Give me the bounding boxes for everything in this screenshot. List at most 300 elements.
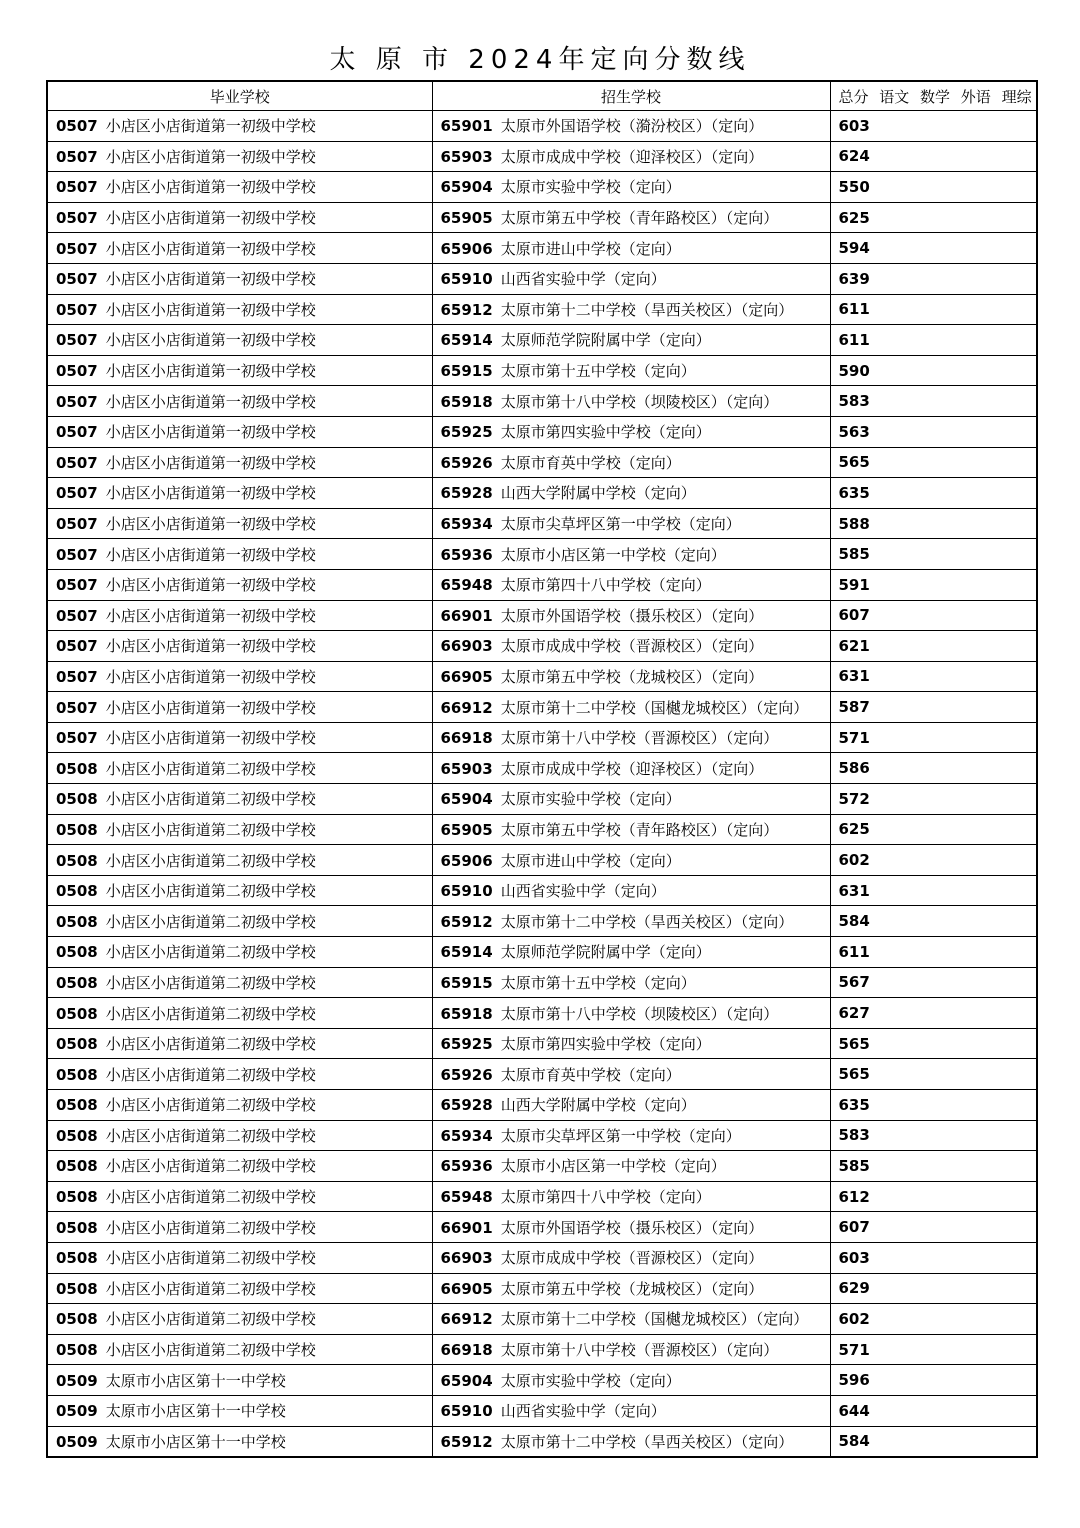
admission-school-cell — [432, 202, 830, 233]
graduate-school-cell — [47, 600, 432, 631]
admission-school-name: 太原市外国语学校（摄乐校区）（定向） — [500, 1218, 764, 1237]
table-row — [47, 784, 1037, 815]
graduate-school-code: 0508 — [56, 1249, 98, 1268]
admission-school-name: 山西省实验中学（定向） — [500, 270, 666, 289]
graduate-school-name: 小店区小店街道第二初级中学校 — [105, 1218, 316, 1237]
header-scores: 总分 语文 数学 外语 理综 — [830, 81, 1037, 111]
graduate-school-name: 小店区小店街道第二初级中学校 — [105, 1126, 316, 1145]
score-table — [46, 80, 1038, 1458]
graduate-school-code: 0508 — [56, 1279, 98, 1298]
admission-school-cell — [432, 111, 830, 142]
total-score-cell: 596 — [830, 1365, 1037, 1396]
table-row — [47, 1426, 1037, 1457]
admission-school-name: 太原市实验中学校（定向） — [500, 1371, 681, 1390]
table-row — [47, 906, 1037, 937]
admission-school-cell — [432, 172, 830, 203]
admission-school-cell — [432, 998, 830, 1029]
table-row — [47, 1090, 1037, 1121]
graduate-school-code: 0508 — [56, 1157, 98, 1176]
total-score-cell: 584 — [830, 906, 1037, 937]
admission-school-code: 65901 — [440, 117, 493, 136]
total-score-cell: 586 — [830, 753, 1037, 784]
graduate-school-name: 小店区小店街道第一初级中学校 — [105, 423, 316, 442]
graduate-school-name: 小店区小店街道第二初级中学校 — [105, 912, 316, 931]
graduate-school-code: 0508 — [56, 759, 98, 778]
graduate-school-cell — [47, 1426, 432, 1457]
graduate-school-cell — [47, 569, 432, 600]
admission-school-name: 太原市外国语学校（漪汾校区）（定向） — [500, 117, 764, 136]
table-row — [47, 172, 1037, 203]
total-score-cell: 572 — [830, 784, 1037, 815]
graduate-school-code: 0508 — [56, 1035, 98, 1054]
graduate-school-cell — [47, 478, 432, 509]
graduate-school-code: 0507 — [56, 453, 98, 472]
admission-school-name: 太原市进山中学校（定向） — [500, 851, 681, 870]
graduate-school-cell — [47, 1181, 432, 1212]
table-row — [47, 111, 1037, 142]
graduate-school-name: 小店区小店街道第二初级中学校 — [105, 1004, 316, 1023]
admission-school-cell — [432, 722, 830, 753]
admission-school-name: 山西大学附属中学校（定向） — [500, 1096, 696, 1115]
graduate-school-cell — [47, 784, 432, 815]
graduate-school-name: 小店区小店街道第二初级中学校 — [105, 1035, 316, 1054]
admission-school-name: 太原市第五中学校（龙城校区）（定向） — [500, 667, 764, 686]
page-title: 太 原 市 2024年定向分数线 — [329, 45, 751, 75]
admission-school-name: 山西省实验中学（定向） — [500, 882, 666, 901]
admission-school-name: 太原市第十二中学校（旱西关校区）（定向） — [500, 300, 794, 319]
table-row — [47, 753, 1037, 784]
admission-school-code: 65904 — [440, 1371, 493, 1390]
graduate-school-code: 0507 — [56, 270, 98, 289]
admission-school-code: 65928 — [440, 1096, 493, 1115]
admission-school-cell — [432, 1304, 830, 1335]
admission-school-code: 66903 — [440, 1249, 493, 1268]
table-row — [47, 631, 1037, 662]
graduate-school-code: 0507 — [56, 484, 98, 503]
graduate-school-name: 小店区小店街道第二初级中学校 — [105, 973, 316, 992]
admission-school-code: 65903 — [440, 759, 493, 778]
admission-school-cell — [432, 814, 830, 845]
admission-school-name: 太原市第五中学校（青年路校区）（定向） — [500, 820, 779, 839]
admission-school-cell — [432, 416, 830, 447]
table-row — [47, 202, 1037, 233]
total-score-cell: 627 — [830, 998, 1037, 1029]
total-score-cell: 625 — [830, 202, 1037, 233]
total-score-cell: 585 — [830, 539, 1037, 570]
graduate-school-code: 0507 — [56, 362, 98, 381]
admission-school-name: 太原市第十八中学校（晋源校区）（定向） — [500, 729, 779, 748]
admission-school-cell — [432, 355, 830, 386]
admission-school-name: 太原市第四实验中学校（定向） — [500, 423, 711, 442]
admission-school-name: 山西大学附属中学校（定向） — [500, 484, 696, 503]
graduate-school-name: 小店区小店街道第二初级中学校 — [105, 943, 316, 962]
table-row — [47, 294, 1037, 325]
admission-school-cell — [432, 1212, 830, 1243]
graduate-school-name: 小店区小店街道第一初级中学校 — [105, 576, 316, 595]
graduate-school-cell — [47, 1059, 432, 1090]
admission-school-cell — [432, 1273, 830, 1304]
total-score-cell: 612 — [830, 1181, 1037, 1212]
graduate-school-name: 小店区小店街道第二初级中学校 — [105, 1188, 316, 1207]
total-score-cell: 565 — [830, 1059, 1037, 1090]
total-score-cell: 602 — [830, 1304, 1037, 1335]
admission-school-code: 66901 — [440, 1218, 493, 1237]
admission-school-name: 太原市成成中学校（迎泽校区）（定向） — [500, 147, 764, 166]
graduate-school-cell — [47, 661, 432, 692]
total-score-cell: 594 — [830, 233, 1037, 264]
admission-school-name: 太原市小店区第一中学校（定向） — [500, 1157, 726, 1176]
admission-school-name: 太原市第五中学校（龙城校区）（定向） — [500, 1279, 764, 1298]
graduate-school-code: 0508 — [56, 1126, 98, 1145]
admission-school-cell — [432, 478, 830, 509]
admission-school-cell — [432, 1426, 830, 1457]
table-row — [47, 1028, 1037, 1059]
graduate-school-code: 0507 — [56, 392, 98, 411]
graduate-school-code: 0508 — [56, 1096, 98, 1115]
admission-school-name: 太原市第十二中学校（国樾龙城校区）（定向） — [500, 698, 809, 717]
admission-school-cell — [432, 539, 830, 570]
graduate-school-code: 0509 — [56, 1371, 98, 1390]
table-row — [47, 233, 1037, 264]
graduate-school-cell — [47, 233, 432, 264]
admission-school-name: 太原市第五中学校（青年路校区）（定向） — [500, 209, 779, 228]
graduate-school-code: 0508 — [56, 943, 98, 962]
admission-school-code: 66905 — [440, 1279, 493, 1298]
total-score-cell: 550 — [830, 172, 1037, 203]
admission-school-cell — [432, 263, 830, 294]
table-row — [47, 478, 1037, 509]
total-score-cell: 644 — [830, 1395, 1037, 1426]
admission-school-code: 66901 — [440, 606, 493, 625]
admission-school-cell — [432, 386, 830, 417]
table-row — [47, 875, 1037, 906]
graduate-school-cell — [47, 967, 432, 998]
admission-school-cell — [432, 600, 830, 631]
table-row — [47, 967, 1037, 998]
graduate-school-name: 小店区小店街道第二初级中学校 — [105, 1249, 316, 1268]
table-row — [47, 1304, 1037, 1335]
total-score-cell: 583 — [830, 386, 1037, 417]
graduate-school-name: 小店区小店街道第二初级中学校 — [105, 1310, 316, 1329]
graduate-school-code: 0508 — [56, 1341, 98, 1360]
admission-school-code: 65948 — [440, 576, 493, 595]
admission-school-name: 太原市第十二中学校（旱西关校区）（定向） — [500, 1432, 794, 1451]
admission-school-cell — [432, 753, 830, 784]
admission-school-name: 太原市第十五中学校（定向） — [500, 362, 696, 381]
table-row — [47, 569, 1037, 600]
graduate-school-cell — [47, 355, 432, 386]
admission-school-name: 太原市育英中学校（定向） — [500, 453, 681, 472]
graduate-school-cell — [47, 172, 432, 203]
graduate-school-cell — [47, 753, 432, 784]
admission-school-cell — [432, 1090, 830, 1121]
graduate-school-code: 0507 — [56, 178, 98, 197]
graduate-school-code: 0508 — [56, 1218, 98, 1237]
graduate-school-name: 小店区小店街道第一初级中学校 — [105, 300, 316, 319]
table-body — [47, 111, 1037, 1458]
total-score-cell: 621 — [830, 631, 1037, 662]
graduate-school-name: 小店区小店街道第一初级中学校 — [105, 484, 316, 503]
graduate-school-cell — [47, 998, 432, 1029]
admission-school-cell — [432, 1181, 830, 1212]
admission-school-name: 太原市第十八中学校（坝陵校区）（定向） — [500, 1004, 779, 1023]
total-score-cell: 590 — [830, 355, 1037, 386]
table-row — [47, 814, 1037, 845]
graduate-school-cell — [47, 386, 432, 417]
admission-school-cell — [432, 325, 830, 356]
admission-school-code: 65934 — [440, 1126, 493, 1145]
admission-school-code: 65903 — [440, 147, 493, 166]
admission-school-name: 太原市第四十八中学校（定向） — [500, 1188, 711, 1207]
admission-school-name: 太原市成成中学校（晋源校区）（定向） — [500, 1249, 764, 1268]
graduate-school-name: 小店区小店街道第一初级中学校 — [105, 606, 316, 625]
table-row — [47, 539, 1037, 570]
admission-school-code: 65926 — [440, 1065, 493, 1084]
graduate-school-cell — [47, 906, 432, 937]
graduate-school-cell — [47, 1242, 432, 1273]
graduate-school-name: 小店区小店街道第二初级中学校 — [105, 1157, 316, 1176]
table-row — [47, 1151, 1037, 1182]
graduate-school-name: 小店区小店街道第一初级中学校 — [105, 117, 316, 136]
graduate-school-cell — [47, 875, 432, 906]
admission-school-name: 太原市外国语学校（摄乐校区）（定向） — [500, 606, 764, 625]
graduate-school-cell — [47, 814, 432, 845]
admission-school-code: 66912 — [440, 1310, 493, 1329]
graduate-school-name: 小店区小店街道第一初级中学校 — [105, 209, 316, 228]
header-graduate-school: 毕业学校 — [47, 81, 432, 111]
graduate-school-name: 小店区小店街道第一初级中学校 — [105, 178, 316, 197]
table-row — [47, 263, 1037, 294]
table-row — [47, 1273, 1037, 1304]
total-score-cell: 591 — [830, 569, 1037, 600]
graduate-school-name: 小店区小店街道第二初级中学校 — [105, 1096, 316, 1115]
admission-school-cell — [432, 1242, 830, 1273]
graduate-school-cell — [47, 263, 432, 294]
graduate-school-name: 太原市小店区第十一中学校 — [105, 1402, 286, 1421]
admission-school-code: 65925 — [440, 1035, 493, 1054]
admission-school-name: 太原市第十八中学校（晋源校区）（定向） — [500, 1341, 779, 1360]
admission-school-name: 太原师范学院附属中学（定向） — [500, 331, 711, 350]
graduate-school-cell — [47, 1334, 432, 1365]
graduate-school-cell — [47, 1028, 432, 1059]
graduate-school-code: 0508 — [56, 790, 98, 809]
table-row — [47, 416, 1037, 447]
table-row — [47, 722, 1037, 753]
total-score-cell: 611 — [830, 937, 1037, 968]
admission-school-code: 65912 — [440, 912, 493, 931]
admission-school-name: 太原市第十五中学校（定向） — [500, 973, 696, 992]
admission-school-cell — [432, 141, 830, 172]
admission-school-name: 太原市第十二中学校（旱西关校区）（定向） — [500, 912, 794, 931]
graduate-school-cell — [47, 202, 432, 233]
total-score-cell: 565 — [830, 1028, 1037, 1059]
admission-school-cell — [432, 937, 830, 968]
admission-school-name: 太原市第四实验中学校（定向） — [500, 1035, 711, 1054]
graduate-school-cell — [47, 1151, 432, 1182]
graduate-school-name: 小店区小店街道第二初级中学校 — [105, 759, 316, 778]
total-score-cell: 585 — [830, 1151, 1037, 1182]
graduate-school-code: 0507 — [56, 729, 98, 748]
graduate-school-cell — [47, 1090, 432, 1121]
admission-school-cell — [432, 631, 830, 662]
admission-school-name: 太原市实验中学校（定向） — [500, 178, 681, 197]
admission-school-cell — [432, 1120, 830, 1151]
admission-school-code: 65906 — [440, 239, 493, 258]
total-score-cell: 639 — [830, 263, 1037, 294]
graduate-school-cell — [47, 1365, 432, 1396]
admission-school-code: 65948 — [440, 1188, 493, 1207]
graduate-school-name: 小店区小店街道第二初级中学校 — [105, 1279, 316, 1298]
graduate-school-name: 小店区小店街道第一初级中学校 — [105, 270, 316, 289]
graduate-school-code: 0508 — [56, 1004, 98, 1023]
admission-school-cell — [432, 1334, 830, 1365]
graduate-school-cell — [47, 692, 432, 723]
total-score-cell: 584 — [830, 1426, 1037, 1457]
admission-school-cell — [432, 508, 830, 539]
graduate-school-cell — [47, 1212, 432, 1243]
graduate-school-code: 0508 — [56, 1065, 98, 1084]
table-row — [47, 447, 1037, 478]
total-score-cell: 571 — [830, 1334, 1037, 1365]
graduate-school-code: 0508 — [56, 851, 98, 870]
graduate-school-code: 0507 — [56, 147, 98, 166]
graduate-school-cell — [47, 539, 432, 570]
admission-school-cell — [432, 845, 830, 876]
admission-school-code: 65936 — [440, 1157, 493, 1176]
table-header-row — [47, 81, 1037, 111]
admission-school-cell — [432, 294, 830, 325]
graduate-school-name: 小店区小店街道第一初级中学校 — [105, 515, 316, 534]
admission-school-cell — [432, 906, 830, 937]
table-row — [47, 1181, 1037, 1212]
graduate-school-cell — [47, 1120, 432, 1151]
graduate-school-cell — [47, 294, 432, 325]
admission-school-cell — [432, 1395, 830, 1426]
total-score-cell: 571 — [830, 722, 1037, 753]
admission-school-code: 66918 — [440, 1341, 493, 1360]
admission-school-code: 65936 — [440, 545, 493, 564]
total-score-cell: 624 — [830, 141, 1037, 172]
admission-school-cell — [432, 447, 830, 478]
graduate-school-code: 0507 — [56, 545, 98, 564]
graduate-school-code: 0507 — [56, 606, 98, 625]
graduate-school-cell — [47, 1395, 432, 1426]
admission-school-name: 太原市成成中学校（迎泽校区）（定向） — [500, 759, 764, 778]
graduate-school-cell — [47, 111, 432, 142]
graduate-school-code: 0507 — [56, 117, 98, 136]
table-row — [47, 1212, 1037, 1243]
admission-school-cell — [432, 967, 830, 998]
graduate-school-code: 0507 — [56, 331, 98, 350]
table-row — [47, 845, 1037, 876]
graduate-school-name: 小店区小店街道第二初级中学校 — [105, 790, 316, 809]
graduate-school-name: 太原市小店区第十一中学校 — [105, 1371, 286, 1390]
header-admission-school: 招生学校 — [432, 81, 830, 111]
table-row — [47, 386, 1037, 417]
table-row — [47, 998, 1037, 1029]
admission-school-code: 65926 — [440, 453, 493, 472]
admission-school-name: 山西省实验中学（定向） — [500, 1402, 666, 1421]
admission-school-code: 65912 — [440, 300, 493, 319]
table-row — [47, 1395, 1037, 1426]
graduate-school-name: 小店区小店街道第一初级中学校 — [105, 667, 316, 686]
graduate-school-cell — [47, 325, 432, 356]
admission-school-cell — [432, 569, 830, 600]
graduate-school-name: 小店区小店街道第一初级中学校 — [105, 698, 316, 717]
admission-school-code: 65910 — [440, 270, 493, 289]
table-row — [47, 355, 1037, 386]
graduate-school-name: 小店区小店街道第一初级中学校 — [105, 331, 316, 350]
admission-school-code: 65910 — [440, 1402, 493, 1421]
admission-school-name: 太原市小店区第一中学校（定向） — [500, 545, 726, 564]
graduate-school-code: 0507 — [56, 209, 98, 228]
admission-school-code: 65906 — [440, 851, 493, 870]
graduate-school-name: 太原市小店区第十一中学校 — [105, 1432, 286, 1451]
admission-school-name: 太原市尖草坪区第一中学校（定向） — [500, 515, 741, 534]
graduate-school-code: 0507 — [56, 423, 98, 442]
graduate-school-cell — [47, 141, 432, 172]
graduate-school-code: 0508 — [56, 1310, 98, 1329]
graduate-school-code: 0507 — [56, 667, 98, 686]
admission-school-code: 65904 — [440, 790, 493, 809]
total-score-cell: 603 — [830, 1242, 1037, 1273]
admission-school-name: 太原市实验中学校（定向） — [500, 790, 681, 809]
total-score-cell: 587 — [830, 692, 1037, 723]
graduate-school-name: 小店区小店街道第二初级中学校 — [105, 851, 316, 870]
admission-school-code: 65904 — [440, 178, 493, 197]
admission-school-cell — [432, 875, 830, 906]
graduate-school-name: 小店区小店街道第一初级中学校 — [105, 362, 316, 381]
admission-school-code: 65925 — [440, 423, 493, 442]
admission-school-cell — [432, 1059, 830, 1090]
total-score-cell: 631 — [830, 661, 1037, 692]
total-score-cell: 625 — [830, 814, 1037, 845]
graduate-school-name: 小店区小店街道第二初级中学校 — [105, 820, 316, 839]
graduate-school-code: 0507 — [56, 300, 98, 319]
admission-school-cell — [432, 1151, 830, 1182]
graduate-school-name: 小店区小店街道第二初级中学校 — [105, 882, 316, 901]
graduate-school-cell — [47, 416, 432, 447]
graduate-school-cell — [47, 937, 432, 968]
admission-school-name: 太原市进山中学校（定向） — [500, 239, 681, 258]
admission-school-code: 65910 — [440, 882, 493, 901]
admission-school-code: 65915 — [440, 973, 493, 992]
admission-school-cell — [432, 784, 830, 815]
admission-school-code: 65918 — [440, 1004, 493, 1023]
admission-school-cell — [432, 1365, 830, 1396]
admission-school-code: 65905 — [440, 820, 493, 839]
graduate-school-name: 小店区小店街道第二初级中学校 — [105, 1065, 316, 1084]
table-row — [47, 692, 1037, 723]
graduate-school-name: 小店区小店街道第一初级中学校 — [105, 545, 316, 564]
admission-school-code: 66918 — [440, 729, 493, 748]
admission-school-name: 太原师范学院附属中学（定向） — [500, 943, 711, 962]
graduate-school-cell — [47, 631, 432, 662]
graduate-school-code: 0509 — [56, 1432, 98, 1451]
admission-school-code: 66905 — [440, 667, 493, 686]
total-score-cell: 635 — [830, 1090, 1037, 1121]
graduate-school-cell — [47, 722, 432, 753]
graduate-school-code: 0508 — [56, 973, 98, 992]
total-score-cell: 567 — [830, 967, 1037, 998]
total-score-cell: 607 — [830, 600, 1037, 631]
table-row — [47, 661, 1037, 692]
graduate-school-name: 小店区小店街道第一初级中学校 — [105, 637, 316, 656]
admission-school-code: 65934 — [440, 515, 493, 534]
graduate-school-code: 0508 — [56, 1188, 98, 1207]
admission-school-code: 65918 — [440, 392, 493, 411]
admission-school-cell — [432, 233, 830, 264]
